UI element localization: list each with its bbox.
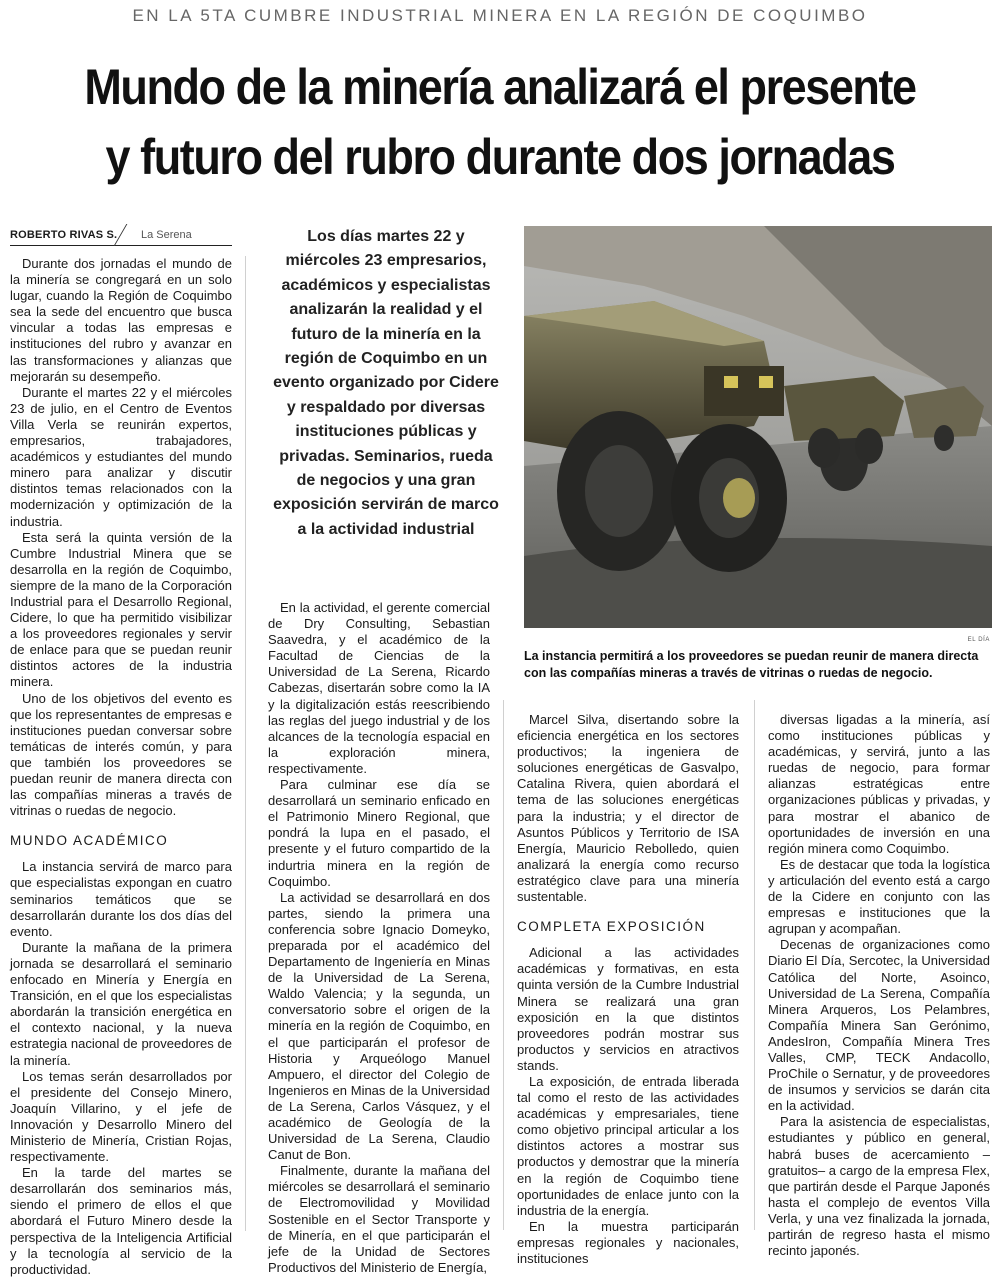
paragraph: En la tarde del martes se desarrollarán dos seminarios más, siendo el primero de ellos el que abordará el Futuro Minero desde la perspectiva de la Inteligencia Artificial y la tecnología al servicio de la productividad.	[10, 1165, 232, 1277]
paragraph: Los temas serán desarrollados por el presidente del Consejo Minero, Joaquín Villarino, y el jefe de Innovación y Desarrollo Minero del Ministerio de Minería, Cristian Rojas, respectivamente.	[10, 1068, 232, 1165]
lead-paragraph: Los días martes 22 y miércoles 23 empresarios, académicos y especialistas analizarán la realidad y el futuro de la minería en la región de Coquimbo en un evento organizado por Cidere y respaldado por diversas instituciones públicas y privadas. Seminarios, rueda de negocios y una gran exposición servirán de marco a la actividad industrial	[273, 228, 499, 538]
paragraph: En la actividad, el gerente comercial de Dry Consulting, Sebastian Saavedra, y el académico de la Facultad de Ciencias de la Universidad de La Serena, Ricardo Cabezas, disertarán sobre como la IA y la digitalización estás reescribiendo las reglas del juego industrial y de los alcances de la tecnología espacial en la exploración minera, respectivamente.	[268, 600, 490, 776]
paragraph: Adicional a las actividades académicas y formativas, en esta quinta versión de la Cumbre Industrial Minera se realizará una gran exposición en la que distintos proveedores podrán mostrar sus productos y servicios en atractivos stands.	[517, 945, 739, 1073]
column-2	[268, 600, 490, 1276]
paragraph: Durante dos jornadas el mundo de la minería se congregará en un solo lugar, cuando la Región de Coquimbo sea la sede del encuentro que busca vincular a todas las empresas e instituciones del rubro y avanzar en las transformaciones y alianzas que mejorarán su desempeño.	[10, 256, 232, 384]
column-rule	[503, 700, 504, 1230]
mining-truck-photo	[524, 226, 992, 628]
paragraph: Durante el martes 22 y el miércoles 23 de julio, en el Centro de Eventos Villa Verla se reunirán expertos, empresarios, trabajadores, académicos y estudiantes del mundo minero para analizar y discutir distintos temas relacionados con la modernización y optimización de la industria.	[10, 384, 232, 529]
paragraph: La exposición, de entrada liberada tal como el resto de las actividades académicas y empresariales, tiene como objetivo principal articular a los distintos actores a mostrar sus productos y demostrar que la minería en la región de Coquimbo tiene oportunidades de enlace junto con la industria de la energía.	[517, 1073, 739, 1218]
photo-credit: EL DÍA	[967, 637, 990, 643]
byline	[10, 227, 232, 246]
column-4	[768, 712, 990, 1259]
headline-line-2: y futuro del rubro durante dos jornadas	[105, 129, 895, 185]
paragraph: Decenas de organizaciones como Diario El Día, Sercotec, la Universidad Católica del Norte, Asoinco, Universidad de La Serena, Compañía Minera Arqueros, Los Pelambres, Compañía Minera San Gerónimo, AndesIron, Compañía Minera Tres Valles, CMP, TECK Andacollo, ProChile o Sernatur, y de proveedores de insumos y servicios se darán cita en la actividad.	[768, 937, 990, 1114]
photo-caption: La instancia permitirá a los proveedores se puedan reunir de manera directa con las compañías mineras a través de vitrinas o ruedas de negocio.	[524, 649, 979, 680]
paragraph: Durante la mañana de la primera jornada se desarrollará el seminario enfocado en Minería y Energía en Transición, en el que los especialistas abordarán la transición energética en el contexto nacional, y la nueva estrategia nacional de proveedores de la minería.	[10, 939, 232, 1068]
paragraph: Finalmente, durante la mañana del miércoles se desarrollará el seminario de Electromovilidad y Movilidad Sostenible en el Sector Transporte y de Minería, en el que participarán el jefe de la Unidad de Sectores Productivos del Ministerio de Energía,	[268, 1163, 490, 1275]
paragraph: La instancia servirá de marco para que especialistas expongan en cuatro seminarios temáticos que se desarrollarán durante los dos días del evento.	[10, 859, 232, 939]
column-rule	[754, 700, 755, 1230]
paragraph: Es de destacar que toda la logística y articulación del evento está a cargo de la Cidere en conjunto con las empresas e instituciones que la agrupan y acompañan.	[768, 856, 990, 937]
paragraph: En la muestra participarán empresas regionales y nacionales, instituciones	[517, 1218, 739, 1266]
paragraph: Marcel Silva, disertando sobre la eficiencia energética en los sectores productivos; la ingeniera de soluciones energéticas de Gasvalpo, Catalina Rivera, quien abordará el tema de las soluciones energéticas para la industria; y el director de Asuntos Públicos y Territorio de ISA Energía, Mauricio Rebolledo, quien analizará la energía como recurso estratégico clave para una minería sustentable.	[517, 712, 739, 905]
paragraph: La actividad se desarrollará en dos partes, siendo la primera una conferencia sobre Ignacio Domeyko, preparada por el académico del Departamento de Ingeniería en Minas de la Universidad de La Serena, Waldo Valencia; y la segunda, un conversatorio sobre el origen de la minería en la región de Coquimbo, en el que participarán el profesor de Historia y Arqueólogo Manuel Ampuero, el director del Colegio de Ingenieros en Minas de la Universidad de La Serena, Carlos Vásquez, y el académico de Geología de la Universidad de La Serena, Claudio Canut de Bon.	[268, 889, 490, 1163]
column-rule	[245, 256, 246, 1231]
paragraph: diversas ligadas a la minería, así como instituciones públicas y académicas, y servirá, junto a las ruedas de negocio, para formar alianzas estratégicas entre organizaciones públicas y privadas, y para mostrar el abanico de oportunidades de inversión en una región minera como Coquimbo.	[768, 712, 990, 856]
paragraph: Esta será la quinta versión de la Cumbre Industrial Minera que se desarrolla en la región de Coquimbo, siempre de la mano de la Corporación Industrial para el Desarrollo Regional, Cidere, lo que ha permitido visibilizar a los proveedores regionales y servir de enlace para que se puedan reunir distintos actores de la industria minera.	[10, 529, 232, 690]
section-heading: COMPLETA EXPOSICIÓN	[517, 919, 706, 935]
byline-author: ROBERTO RIVAS S.	[10, 229, 118, 241]
paragraph: Uno de los objetivos del evento es que los representantes de empresas e instituciones puedan conversar sobre temáticas de interés común, y para que también los proveedores se puedan reunir de manera directa con las compañías mineras a través de vitrinas o ruedas de negocio.	[10, 690, 232, 819]
byline-divider	[114, 224, 142, 246]
paragraph: Para la asistencia de especialistas, estudiantes y público en general, habrá buses de acercamiento –gratuitos– a cargo de la empresa Flex, que partirán desde el Parque Japonés hasta el complejo de eventos Villa Verla, y una vez finalizada la jornada, partirán de regreso hasta el mismo recinto japonés.	[768, 1114, 990, 1259]
paragraph: Para culminar ese día se desarrollará un seminario enficado en el Patrimonio Minero Regional, que pondrá la lupa en el pasado, el presente y el futuro compartido de la indurtria minera en la región de Coquimbo.	[268, 777, 490, 889]
kicker: EN LA 5TA CUMBRE INDUSTRIAL MINERA EN LA REGIÓN DE COQUIMBO	[132, 6, 868, 25]
column-1	[10, 256, 232, 1278]
headline-line-1: Mundo de la minería analizará el presente	[84, 59, 916, 115]
column-3	[517, 712, 739, 1267]
headline	[57, 52, 943, 192]
byline-place: La Serena	[141, 229, 192, 241]
section-heading: MUNDO ACADÉMICO	[10, 833, 169, 849]
